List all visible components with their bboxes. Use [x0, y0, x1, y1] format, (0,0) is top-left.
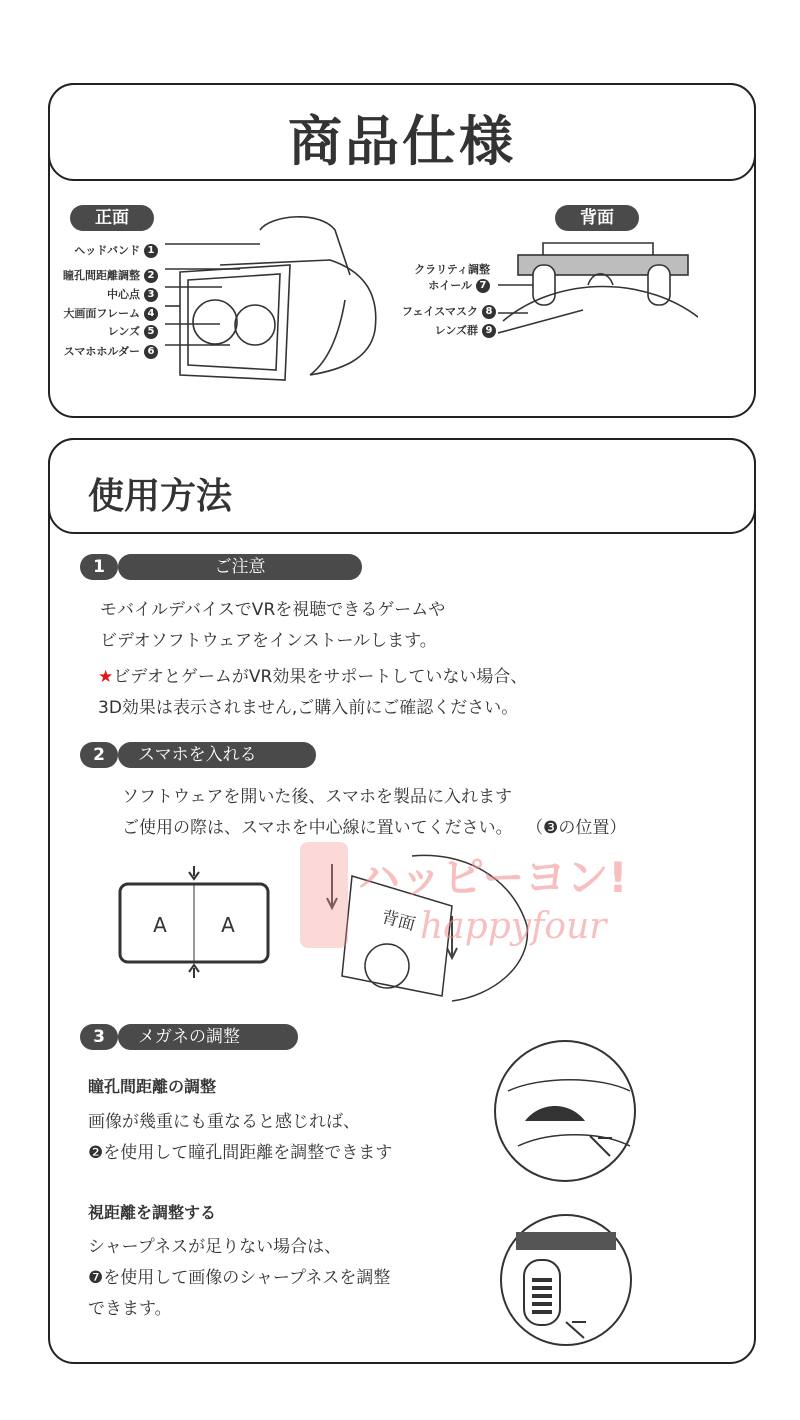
front-part-6: スマホホルダー 6 [64, 343, 158, 359]
step-2-number: 2 [80, 742, 118, 768]
ipd-wheel-detail [490, 1036, 640, 1186]
front-label: 正面 [70, 205, 154, 231]
position-note: （❸の位置） [534, 818, 627, 838]
usage-header [48, 438, 756, 534]
ipd-line-1: 画像が幾重にも重なると感じれば、 [88, 1112, 360, 1132]
spec-panel [48, 83, 756, 418]
device-back-label: 背面 [379, 907, 418, 936]
step-2-label: スマホを入れる [118, 742, 316, 768]
focus-line-3: できます。 [88, 1299, 172, 1319]
step-3-number: 3 [80, 1024, 118, 1050]
watermark-logo [300, 842, 770, 952]
ipd-heading: 瞳孔間距離の調整 [88, 1077, 217, 1096]
focus-heading: 視距離を調整する [88, 1203, 217, 1222]
step-2-line-2: ご使用の際は、スマホを中心線に置いてください。 [122, 818, 513, 838]
back-part-1: クラリティ調整 [414, 263, 490, 276]
step-1-header [80, 554, 360, 580]
usage-title: 使用方法 [88, 476, 233, 517]
focus-text [88, 1232, 390, 1325]
phone-right-label: A [221, 913, 235, 937]
front-part-3: 中心点 3 [107, 286, 158, 302]
spec-title: 商品仕様 [288, 110, 516, 173]
step-1-line-1: モバイルデバイスでVRを視聴できるゲームや [100, 600, 446, 620]
note-line-1: ビデオとゲームがVR効果をサポートしていない場合、 [113, 667, 528, 687]
step-1-line-2: ビデオソフトウェアをインストールします。 [100, 631, 437, 651]
back-part-8: フェイスマスク 8 [380, 303, 496, 319]
phone-left-label: A [153, 913, 167, 937]
front-part-5: レンズ 5 [108, 323, 158, 339]
step-1-number: 1 [80, 554, 118, 580]
phone-diagram [116, 860, 276, 990]
focus-line-2: ❼を使用して画像のシャープネスを調整 [88, 1268, 391, 1288]
ipd-text [88, 1107, 392, 1169]
step-3-header [80, 1024, 300, 1050]
step-1-note [98, 662, 527, 724]
watermark-sub: happyfour [420, 906, 607, 947]
star-icon: ★ [98, 667, 114, 687]
front-part-4: 大画面フレーム 4 [63, 305, 158, 321]
focus-line-1: シャープネスが足りない場合は、 [88, 1237, 342, 1257]
step-1-text [100, 595, 445, 657]
front-part-1: ヘッドバンド 1 [74, 242, 158, 258]
step-1-label: ご注意 [118, 554, 362, 580]
step-3-label: メガネの調整 [118, 1024, 298, 1050]
back-headset-illustration [498, 235, 698, 355]
step-2-text [122, 782, 626, 844]
back-part-7: ホイール 7 [400, 277, 490, 293]
step-2-header [80, 742, 320, 768]
front-headset-illustration [160, 210, 400, 390]
watermark [300, 842, 770, 952]
back-label: 背面 [555, 205, 639, 231]
focus-wheel-detail [496, 1210, 636, 1350]
front-part-2: 瞳孔間距離調整 2 [63, 267, 158, 283]
note-line-2: 3D効果は表示されません,ご購入前にご確認ください。 [98, 698, 519, 718]
watermark-main: ハッピーヨン! [358, 853, 628, 902]
spec-header [48, 83, 756, 181]
ipd-line-2: ❷を使用して瞳孔間距離を調整できます [88, 1143, 393, 1163]
back-part-9: レンズ群 9 [400, 322, 496, 338]
step-2-line-1: ソフトウェアを開いた後、スマホを製品に入れます [122, 787, 512, 807]
